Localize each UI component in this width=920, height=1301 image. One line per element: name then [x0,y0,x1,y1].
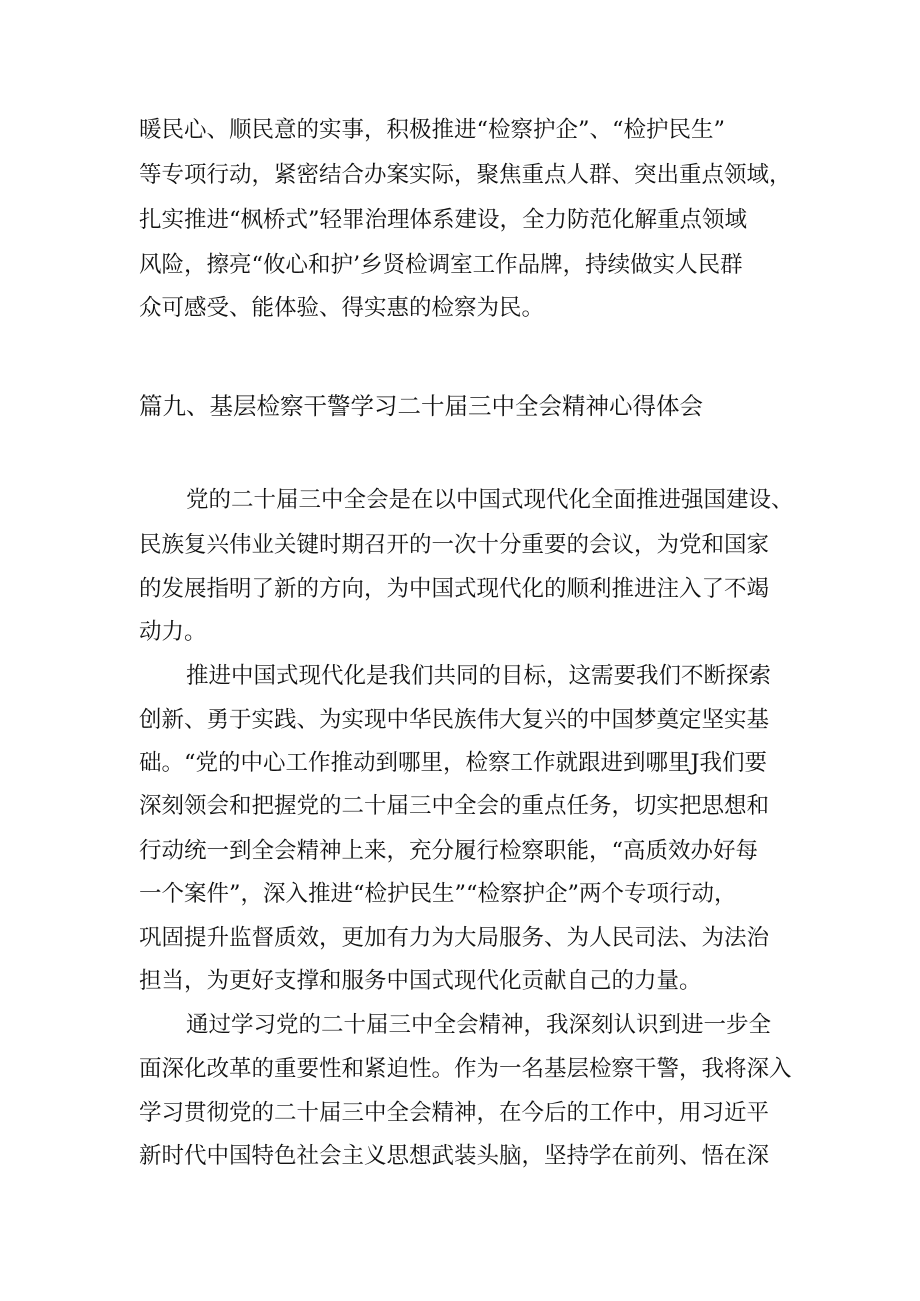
paragraph-2-line-4: 深刻领会和把握党的二十届三中全会的重点任务，切实把思想和 [139,793,770,819]
prev-section-line-2: 等专项行动，紧密结合办案实际，聚焦重点人群、突出重点领域， [139,162,792,188]
paragraph-3-line-4: 新时代中国特色社会主义思想武装头脑，坚持学在前列、悟在深 [139,1143,770,1169]
prev-section-line-4: 风险，擦亮“攸心和护’乡贤检调室工作品牌，持续做实人民群 [139,252,743,278]
paragraph-2-line-7: 巩固提升监督质效，更加有力为大局服务、为人民司法、为法治 [139,925,770,951]
paragraph-1-line-3: 的发展指明了新的方向，为中国式现代化的顺利推进注入了不竭 [139,576,770,602]
paragraph-2-line-3: 础。“党的中心工作推动到哪里，检察工作就跟进到哪里J我们要 [139,750,768,776]
prev-section-line-3: 扎实推进“枫桥式”轻罪治理体系建设，全力防范化解重点领域 [139,207,748,233]
paragraph-3-line-2: 面深化改革的重要性和紧迫性。作为一名基层检察干警，我将深入 [139,1056,792,1082]
paragraph-1-line-1: 党的二十届三中全会是在以中国式现代化全面推进强国建设、 [186,487,794,513]
paragraph-3-line-1: 通过学习党的二十届三中全会精神，我深刻认识到进一步全 [186,1012,772,1038]
paragraph-3-line-3: 学习贯彻党的二十届三中全会精神，在今后的工作中，用习近平 [139,1100,770,1126]
paragraph-1-line-4: 动力。 [139,619,207,645]
paragraph-2-line-1: 推进中国式现代化是我们共同的目标，这需要我们不断探索 [186,663,772,689]
paragraph-2-line-8: 担当，为更好支撑和服务中国式现代化贡献自己的力量。 [139,968,702,994]
section-title: 篇九、基层检察干警学习二十届三中全会精神心得体会 [139,392,703,420]
paragraph-2-line-6: 一个案件”，深入推进“检护民生”“检察护企”两个专项行动， [139,881,737,907]
prev-section-line-1: 暖民心、顺民意的实事，积极推进“检察护企”、“检护民生” [139,117,726,143]
paragraph-1-line-2: 民族复兴伟业关键时期召开的一次十分重要的会议，为党和国家 [139,532,770,558]
paragraph-2-line-2: 创新、勇于实践、为实现中华民族伟大复兴的中国梦奠定坚实基 [139,707,770,733]
prev-section-line-5: 众可感受、能体验、得实惠的检察为民。 [139,295,545,321]
paragraph-2-line-5: 行动统一到全会精神上来，充分履行检察职能，“高质效办好每 [139,838,759,864]
